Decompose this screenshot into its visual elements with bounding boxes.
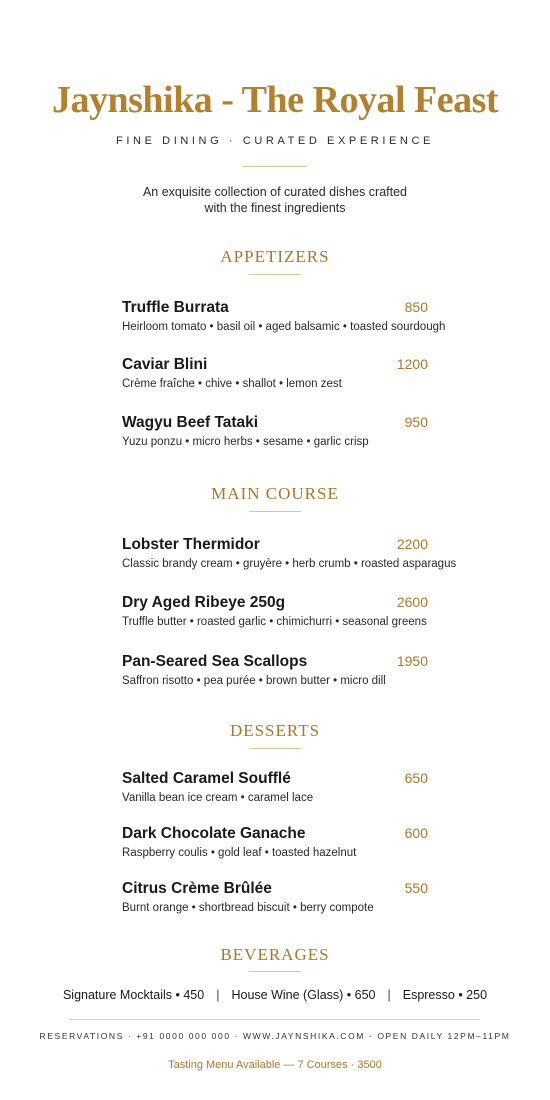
section-divider bbox=[249, 274, 301, 275]
beverage-separator: | bbox=[216, 988, 220, 1002]
item-name: Dark Chocolate Ganache bbox=[122, 825, 306, 842]
item-name: Caviar Blini bbox=[122, 356, 208, 373]
menu-item bbox=[122, 652, 428, 689]
item-price: 1950 bbox=[396, 653, 428, 669]
footer-info: RESERVATIONS · +91 0000 000 000 · WWW.JAYNSHIKA.COM · OPEN DAILY 12PM–11PM bbox=[39, 1031, 511, 1041]
item-name: Truffle Burrata bbox=[122, 299, 229, 316]
item-price: 1200 bbox=[396, 356, 428, 372]
beverage-item: Signature Mocktails • 450 bbox=[62, 988, 205, 1002]
item-description: Classic brandy cream • gruyère • herb crumb • roasted asparagus bbox=[122, 558, 457, 570]
beverage-item: House Wine (Glass) • 650 bbox=[231, 988, 376, 1002]
intro-line-2: with the finest ingredients bbox=[204, 201, 346, 215]
menu-item bbox=[122, 824, 428, 861]
header-divider bbox=[243, 166, 307, 167]
item-price: 600 bbox=[404, 825, 428, 841]
item-name: Wagyu Beef Tataki bbox=[122, 414, 259, 431]
tasting-menu-note: Tasting Menu Available — 7 Courses · 3500 bbox=[168, 1059, 382, 1071]
menu-item bbox=[122, 593, 428, 630]
section-title-appetizers: APPETIZERS bbox=[220, 247, 330, 266]
tagline: FINE DINING · CURATED EXPERIENCE bbox=[116, 135, 434, 147]
item-description: Burnt orange • shortbread biscuit • berry compote bbox=[122, 902, 374, 914]
menu-item bbox=[122, 355, 428, 392]
section-divider bbox=[249, 971, 301, 972]
section-divider bbox=[249, 511, 301, 512]
item-name: Pan-Seared Sea Scallops bbox=[122, 653, 308, 670]
item-description: Saffron risotto • pea purée • brown butter • micro dill bbox=[122, 675, 386, 687]
item-name: Dry Aged Ribeye 250g bbox=[122, 594, 286, 611]
restaurant-title: Jaynshika - The Royal Feast bbox=[51, 79, 499, 121]
item-price: 2600 bbox=[396, 594, 428, 610]
item-price: 2200 bbox=[396, 536, 428, 552]
item-price: 850 bbox=[404, 299, 428, 315]
item-name: Citrus Crème Brûlée bbox=[122, 880, 272, 897]
footer-divider bbox=[70, 1019, 480, 1020]
menu-item bbox=[122, 298, 446, 335]
item-description: Crème fraîche • chive • shallot • lemon zest bbox=[122, 378, 342, 390]
menu-item bbox=[122, 413, 428, 450]
item-description: Vanilla bean ice cream • caramel lace bbox=[122, 792, 314, 804]
intro-line-1: An exquisite collection of curated dishes crafted bbox=[142, 185, 408, 199]
menu-item bbox=[122, 879, 428, 916]
beverages-list bbox=[0, 987, 550, 1003]
intro-text bbox=[0, 184, 550, 216]
item-description: Yuzu ponzu • micro herbs • sesame • garlic crisp bbox=[122, 436, 369, 448]
item-price: 950 bbox=[404, 414, 428, 430]
item-name: Lobster Thermidor bbox=[122, 536, 260, 553]
item-name: Salted Caramel Soufflé bbox=[122, 770, 291, 787]
menu-item bbox=[122, 769, 428, 806]
section-divider bbox=[249, 748, 301, 749]
section-title-beverages: BEVERAGES bbox=[220, 945, 330, 964]
section-title-desserts: DESSERTS bbox=[229, 721, 321, 740]
beverage-separator: | bbox=[387, 988, 391, 1002]
item-description: Heirloom tomato • basil oil • aged balsamic • toasted sourdough bbox=[122, 321, 446, 333]
item-price: 550 bbox=[404, 880, 428, 896]
section-title-main-course: MAIN COURSE bbox=[211, 484, 339, 503]
item-price: 650 bbox=[404, 770, 428, 786]
menu-item bbox=[122, 535, 457, 572]
item-description: Raspberry coulis • gold leaf • toasted hazelnut bbox=[122, 847, 357, 859]
item-description: Truffle butter • roasted garlic • chimichurri • seasonal greens bbox=[122, 616, 427, 628]
beverage-item: Espresso • 250 bbox=[402, 988, 488, 1002]
